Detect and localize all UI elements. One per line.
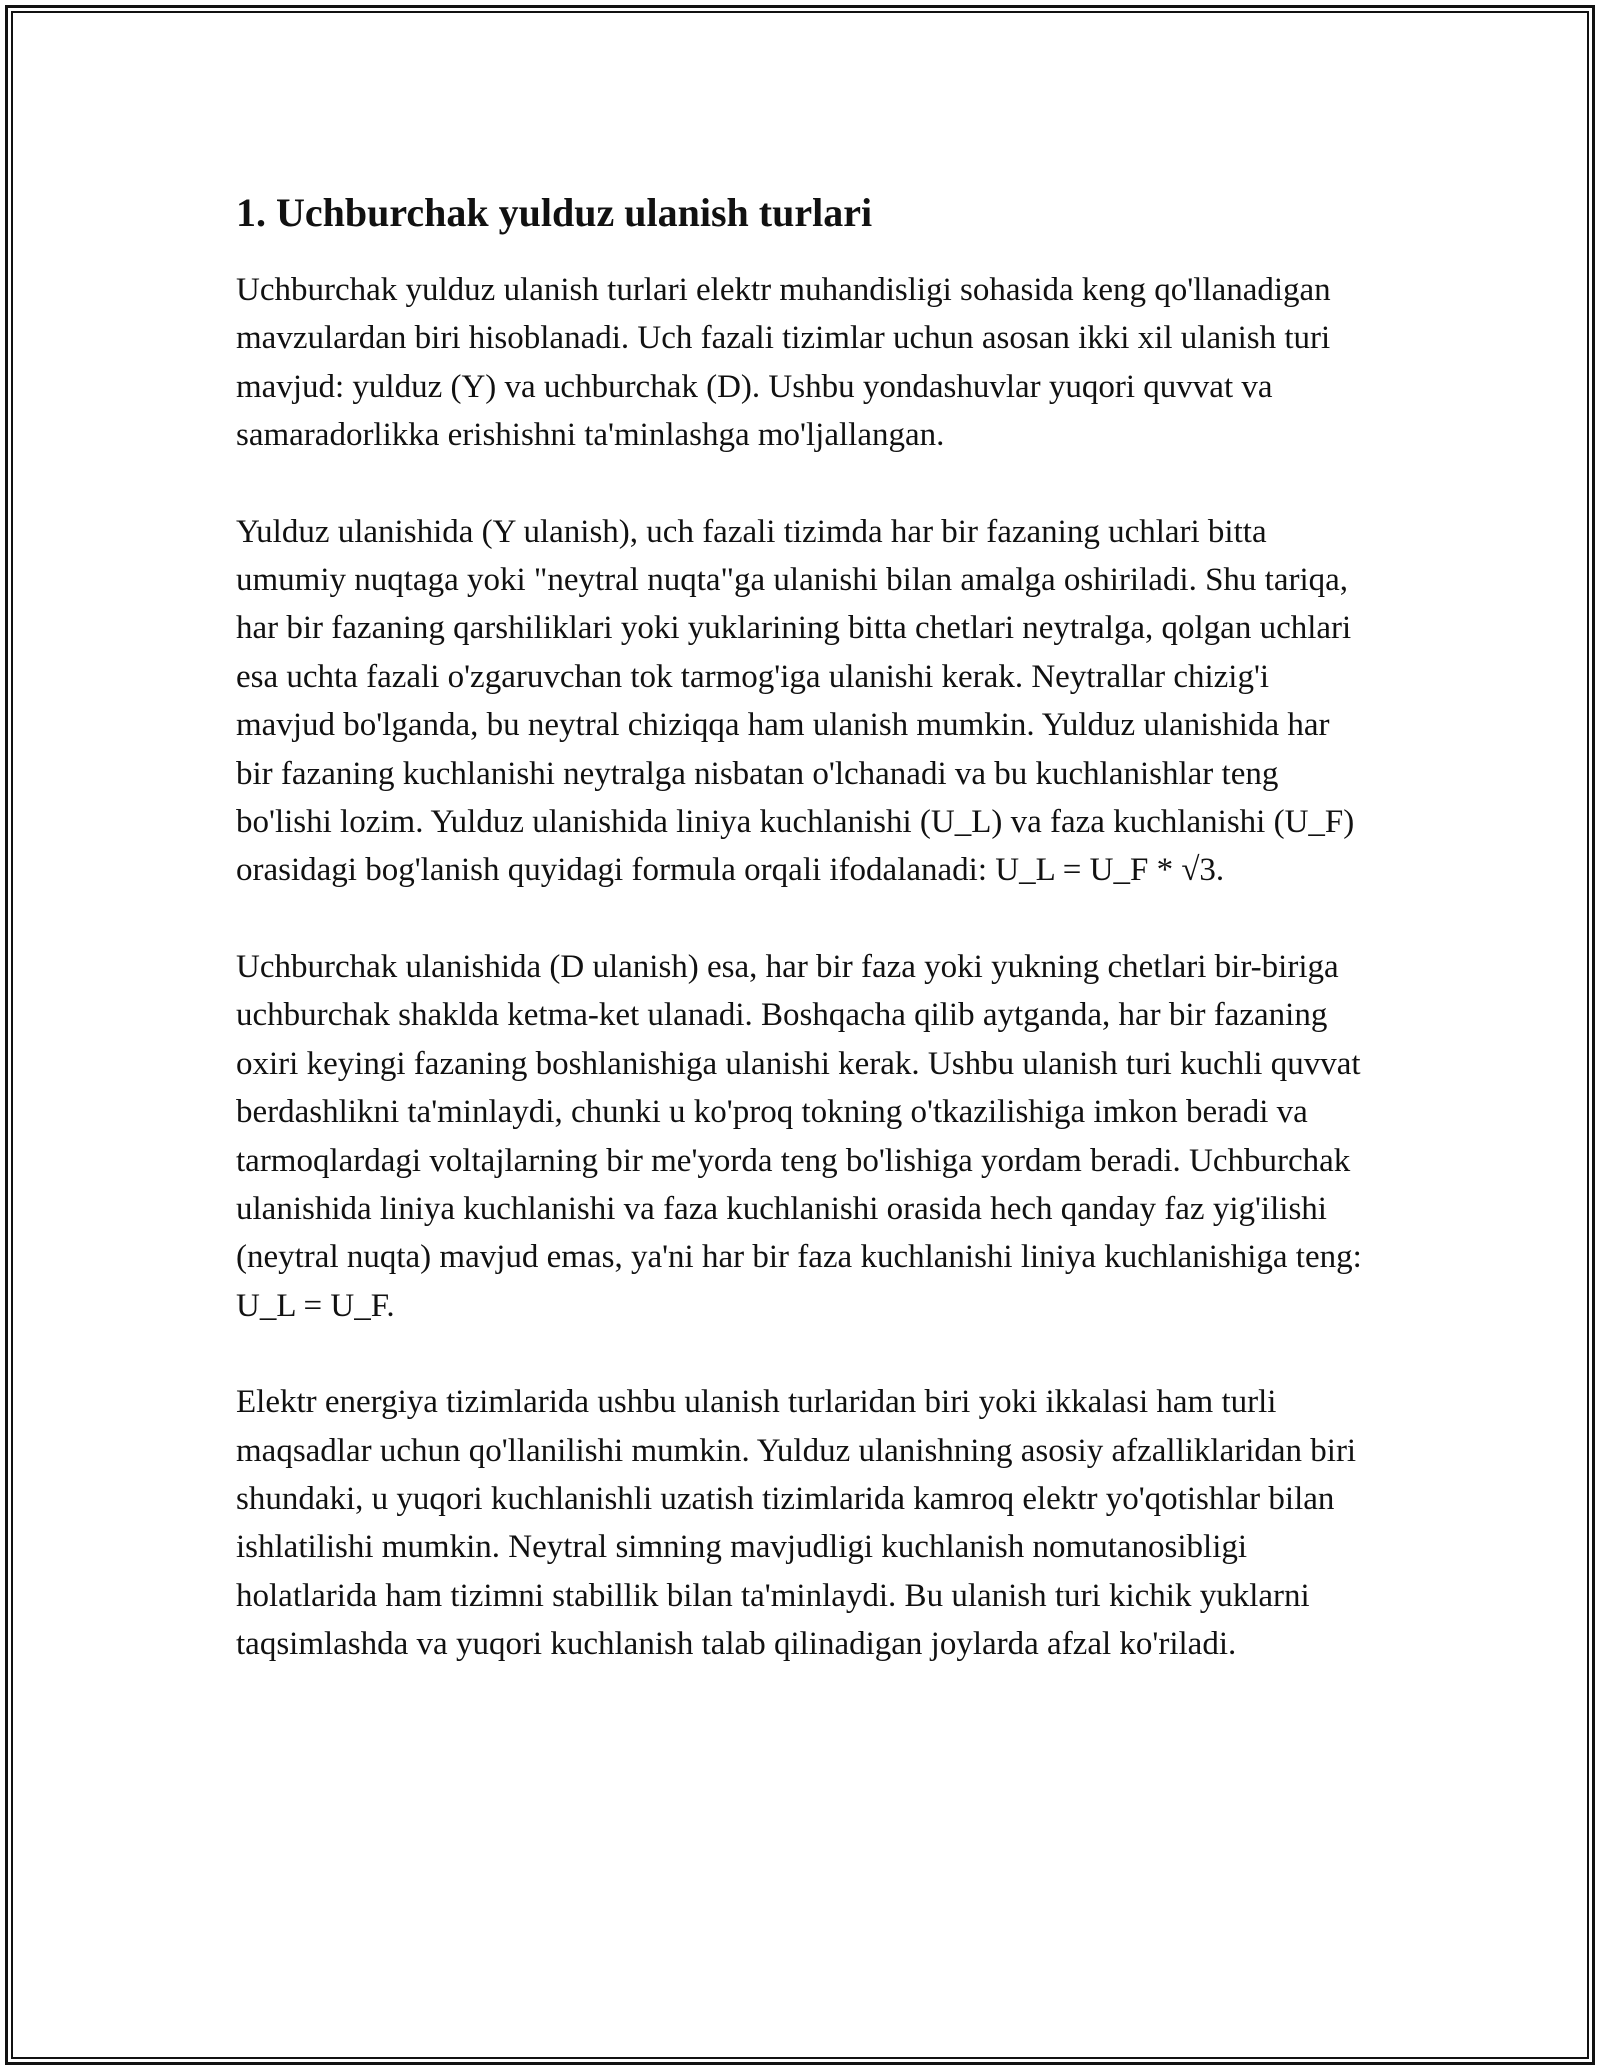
paragraph-star-connection: Yulduz ulanishida (Y ulanish), uch fazali tizimda har bir fazaning uchlari bitta umumiy nuqtaga yoki "neytral nuqta"ga ulanishi bilan amalga oshiriladi. Shu tariqa, har bir fazaning qarshiliklari yoki yuklarining bitta chetlari neytralga, qolgan uchlari esa uchta fazali o'zgaruvchan tok tarmog'iga ulanishi kerak. Neytrallar chizig'i mavjud bo'lganda, bu neytral chiziqqa ham ulanish mumkin. Yulduz ulanishida har bir fazaning kuchlanishi neytralga nisbatan o'lchanadi va bu kuchlanishlar teng bo'lishi lozim. Yulduz ulanishida liniya kuchlanishi (U_L) va faza kuchlanishi (U_F) orasidagi bog'lanish quyidagi formula orqali ifodalanadi: U_L = U_F * √3. [236, 513, 1355, 889]
paragraph-delta-connection: Uchburchak ulanishida (D ulanish) esa, har bir faza yoki yukning chetlari bir-biriga uchburchak shaklda ketma-ket ulanadi. Boshqacha qilib aytganda, har bir fazaning oxiri keyingi fazaning boshlanishiga ulanishi kerak. Ushbu ulanish turi kuchli quvvat berdashlikni ta'minlaydi, chunki u ko'proq tokning o'tkazilishiga imkon beradi va tarmoqlardagi voltajlarning bir me'yorda teng bo'lishiga yordam beradi. Uchburchak ulanishida liniya kuchlanishi va faza kuchlanishi orasida hech qanday faz yig'ilishi (neytral nuqta) mavjud emas, ya'ni har bir faza kuchlanishi liniya kuchlanishiga teng: U_L = U_F. [236, 948, 1362, 1324]
paragraph-applications: Elektr energiya tizimlarida ushbu ulanish turlaridan biri yoki ikkalasi ham turli maqsadlar uchun qo'llanilishi mumkin. Yulduz ulanishning asosiy afzalliklaridan biri shundaki, u yuqori kuchlanishli uzatish tizimlarida kamroq elektr yo'qotishlar bilan ishlatilishi mumkin. Neytral simning mavjudligi kuchlanish nomutanosibligi holatlarida ham tizimni stabillik bilan ta'minlaydi. Bu ulanish turi kichik yuklarni taqsimlashda va yuqori kuchlanish talab qilinadigan joylarda afzal ko'riladi. [236, 1384, 1357, 1663]
paragraph-intro: Uchburchak yulduz ulanish turlari elektr muhandisligi sohasida keng qo'llanadigan mavzulardan biri hisoblanadi. Uch fazali tizimlar uchun asosan ikki xil ulanish turi mavjud: yulduz (Y) va uchburchak (D). Ushbu yondashuvlar yuqori quvvat va samaradorlikka erishishni ta'minlashga mo'ljallangan. [236, 272, 1331, 454]
document-title: 1. Uchburchak yulduz ulanish turlari [236, 190, 873, 235]
document-body [236, 186, 1370, 1717]
